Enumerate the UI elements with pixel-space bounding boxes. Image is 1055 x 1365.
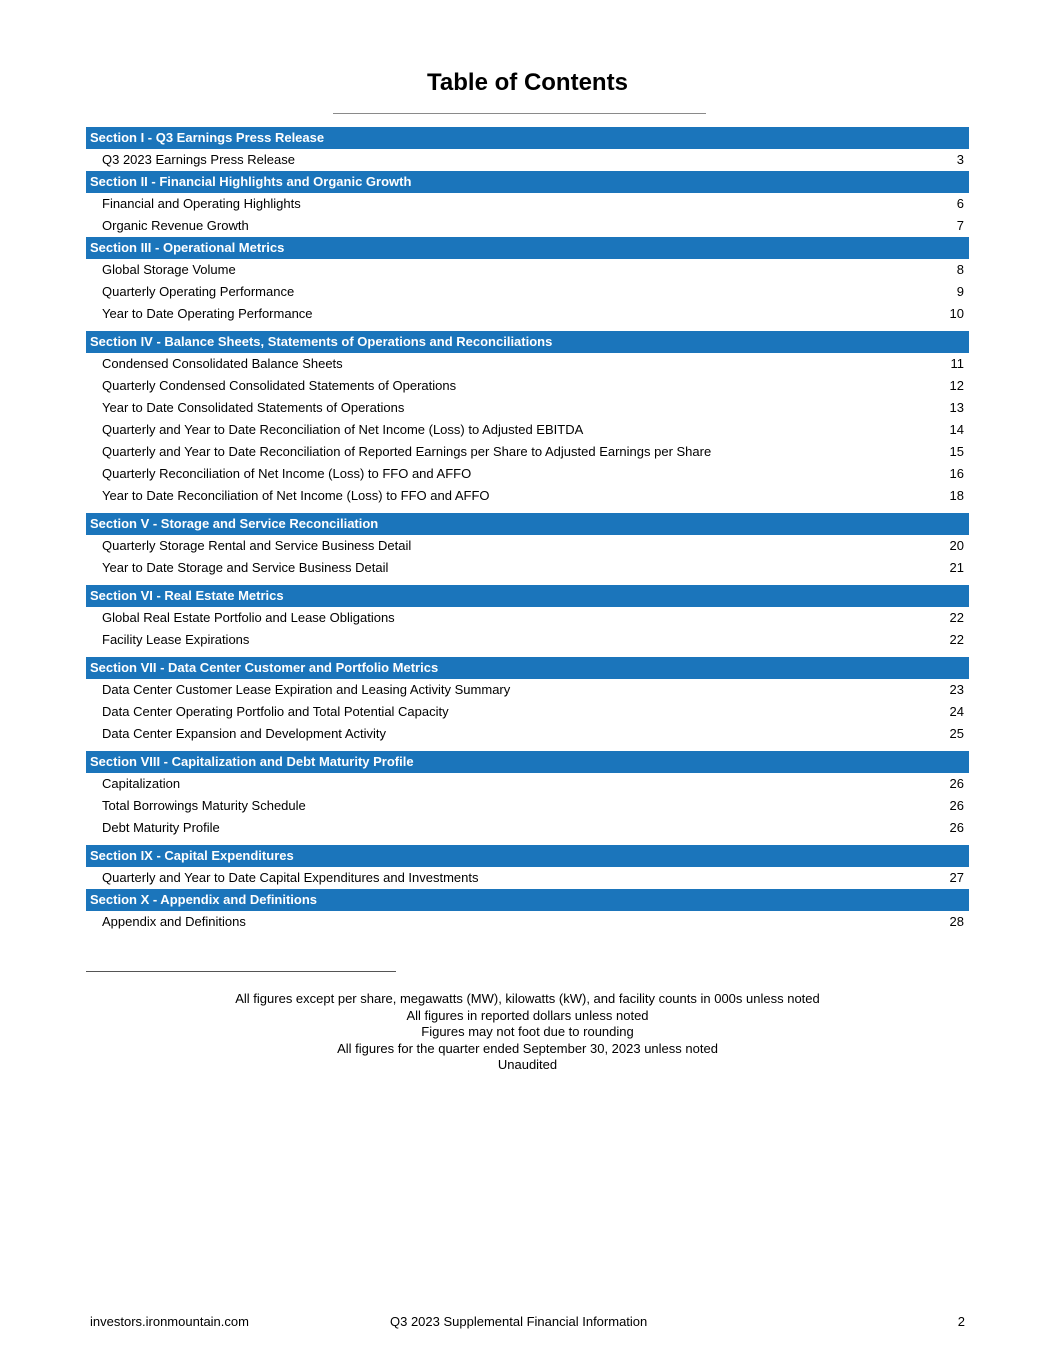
toc-entry-page: 9: [956, 284, 964, 299]
footer-website[interactable]: investors.ironmountain.com: [90, 1314, 249, 1329]
toc-entry[interactable]: [86, 629, 969, 651]
toc-entry[interactable]: [86, 193, 969, 215]
title-divider: [333, 113, 706, 114]
section-header: Section VII - Data Center Customer and Portfolio Metrics: [86, 657, 969, 679]
toc-entry-page: 23: [949, 682, 964, 697]
toc-entry[interactable]: [86, 259, 969, 281]
toc-entry[interactable]: [86, 281, 969, 303]
toc-entry-label: Year to Date Reconciliation of Net Income (Loss) to FFO and AFFO: [102, 488, 490, 503]
toc-entry-label: Global Real Estate Portfolio and Lease Obligations: [102, 610, 395, 625]
toc-entry-label: Organic Revenue Growth: [102, 218, 249, 233]
toc-entry[interactable]: [86, 679, 969, 701]
toc-entry-label: Data Center Customer Lease Expiration and Leasing Activity Summary: [102, 682, 511, 697]
toc-entry[interactable]: [86, 607, 969, 629]
toc-entry[interactable]: [86, 397, 969, 419]
toc-entry[interactable]: [86, 441, 969, 463]
toc-entry-page: 3: [956, 152, 964, 167]
section-header: Section V - Storage and Service Reconciliation: [86, 513, 969, 535]
toc-entry-label: Quarterly Reconciliation of Net Income (Loss) to FFO and AFFO: [102, 466, 472, 481]
toc-entry[interactable]: [86, 375, 969, 397]
toc-entry[interactable]: [86, 149, 969, 171]
toc-entry[interactable]: [86, 795, 969, 817]
toc-entry[interactable]: [86, 353, 969, 375]
note-line: All figures except per share, megawatts (MW), kilowatts (kW), and facility counts in 000s unless noted: [235, 991, 820, 1006]
toc-entry-page: 11: [950, 356, 964, 371]
section-header: Section II - Financial Highlights and Organic Growth: [86, 171, 969, 193]
toc-entry-page: 22: [949, 632, 964, 647]
toc-entry[interactable]: [86, 463, 969, 485]
toc-entry-page: 6: [956, 196, 964, 211]
toc-entry[interactable]: [86, 911, 969, 933]
toc-entry-page: 21: [949, 560, 964, 575]
toc-entry-label: Global Storage Volume: [102, 262, 236, 277]
toc-entry[interactable]: [86, 215, 969, 237]
toc-entry-page: 16: [949, 466, 964, 481]
section-header: Section III - Operational Metrics: [86, 237, 969, 259]
toc-entry-page: 15: [949, 444, 964, 459]
section-header: Section I - Q3 Earnings Press Release: [86, 127, 969, 149]
toc-entry-label: Year to Date Storage and Service Business Detail: [102, 560, 389, 575]
toc-entry-label: Capitalization: [102, 776, 181, 791]
section-header: Section VIII - Capitalization and Debt Maturity Profile: [86, 751, 969, 773]
notes-block: [0, 991, 1055, 1074]
notes-divider: [86, 971, 396, 972]
toc-entry-label: Condensed Consolidated Balance Sheets: [102, 356, 343, 371]
toc-entry-page: 28: [949, 914, 964, 929]
toc-entry-label: Quarterly and Year to Date Capital Expenditures and Investments: [102, 870, 479, 885]
toc-entry[interactable]: [86, 817, 969, 839]
page-title: Table of Contents: [427, 69, 628, 96]
toc-entry-label: Financial and Operating Highlights: [102, 196, 301, 211]
toc-entry-page: 12: [949, 378, 964, 393]
toc-entry[interactable]: [86, 867, 969, 889]
toc-entry-label: Total Borrowings Maturity Schedule: [102, 798, 306, 813]
toc-entry[interactable]: [86, 485, 969, 507]
toc-entry[interactable]: [86, 419, 969, 441]
note-line: All figures in reported dollars unless noted: [406, 1007, 649, 1023]
toc-entry-page: 27: [949, 870, 964, 885]
note-line: Unaudited: [497, 1057, 558, 1072]
toc-entry-page: 26: [949, 798, 964, 813]
table-of-contents: [86, 127, 969, 933]
toc-entry-page: 26: [949, 776, 964, 791]
toc-entry-page: 24: [949, 704, 964, 719]
toc-entry[interactable]: [86, 723, 969, 745]
toc-entry[interactable]: [86, 557, 969, 579]
footer-page-number: 2: [957, 1314, 965, 1329]
toc-entry-label: Appendix and Definitions: [102, 914, 246, 929]
toc-entry-label: Year to Date Operating Performance: [102, 306, 313, 321]
toc-entry-label: Year to Date Consolidated Statements of Operations: [102, 400, 405, 415]
toc-entry-label: Quarterly Storage Rental and Service Business Detail: [102, 538, 412, 553]
toc-entry[interactable]: [86, 535, 969, 557]
toc-entry-label: Quarterly and Year to Date Reconciliation of Reported Earnings per Share to Adjusted Earnings per Share: [102, 444, 712, 459]
toc-entry-label: Debt Maturity Profile: [102, 820, 220, 835]
toc-entry-page: 7: [956, 218, 964, 233]
toc-entry-page: 22: [949, 610, 964, 625]
toc-entry-page: 10: [949, 306, 964, 321]
footer-document-title: Q3 2023 Supplemental Financial Information: [390, 1314, 648, 1329]
section-header: Section X - Appendix and Definitions: [86, 889, 969, 911]
toc-entry-page: 25: [949, 726, 964, 741]
section-header: Section IV - Balance Sheets, Statements of Operations and Reconciliations: [86, 331, 969, 353]
toc-entry-page: 8: [956, 262, 964, 277]
toc-entry-page: 13: [949, 400, 964, 415]
section-header: Section VI - Real Estate Metrics: [86, 585, 969, 607]
toc-entry-page: 26: [949, 820, 964, 835]
toc-entry-label: Quarterly Operating Performance: [102, 284, 295, 299]
toc-entry-label: Q3 2023 Earnings Press Release: [102, 152, 295, 167]
toc-entry[interactable]: [86, 773, 969, 795]
section-header: Section IX - Capital Expenditures: [86, 845, 969, 867]
note-line: All figures for the quarter ended September 30, 2023 unless noted: [337, 1040, 718, 1056]
toc-entry-page: 18: [949, 488, 964, 503]
toc-entry-label: Quarterly Condensed Consolidated Statements of Operations: [102, 378, 457, 393]
note-line: Figures may not foot due to rounding: [421, 1024, 634, 1039]
toc-entry[interactable]: [86, 701, 969, 723]
toc-entry-label: Facility Lease Expirations: [102, 632, 250, 647]
toc-entry-label: Data Center Operating Portfolio and Total Potential Capacity: [102, 704, 449, 719]
toc-entry-label: Quarterly and Year to Date Reconciliation of Net Income (Loss) to Adjusted EBITDA: [102, 422, 584, 437]
toc-entry-label: Data Center Expansion and Development Activity: [102, 726, 386, 741]
toc-entry-page: 20: [949, 538, 964, 553]
toc-entry[interactable]: [86, 303, 969, 325]
toc-entry-page: 14: [949, 422, 964, 437]
